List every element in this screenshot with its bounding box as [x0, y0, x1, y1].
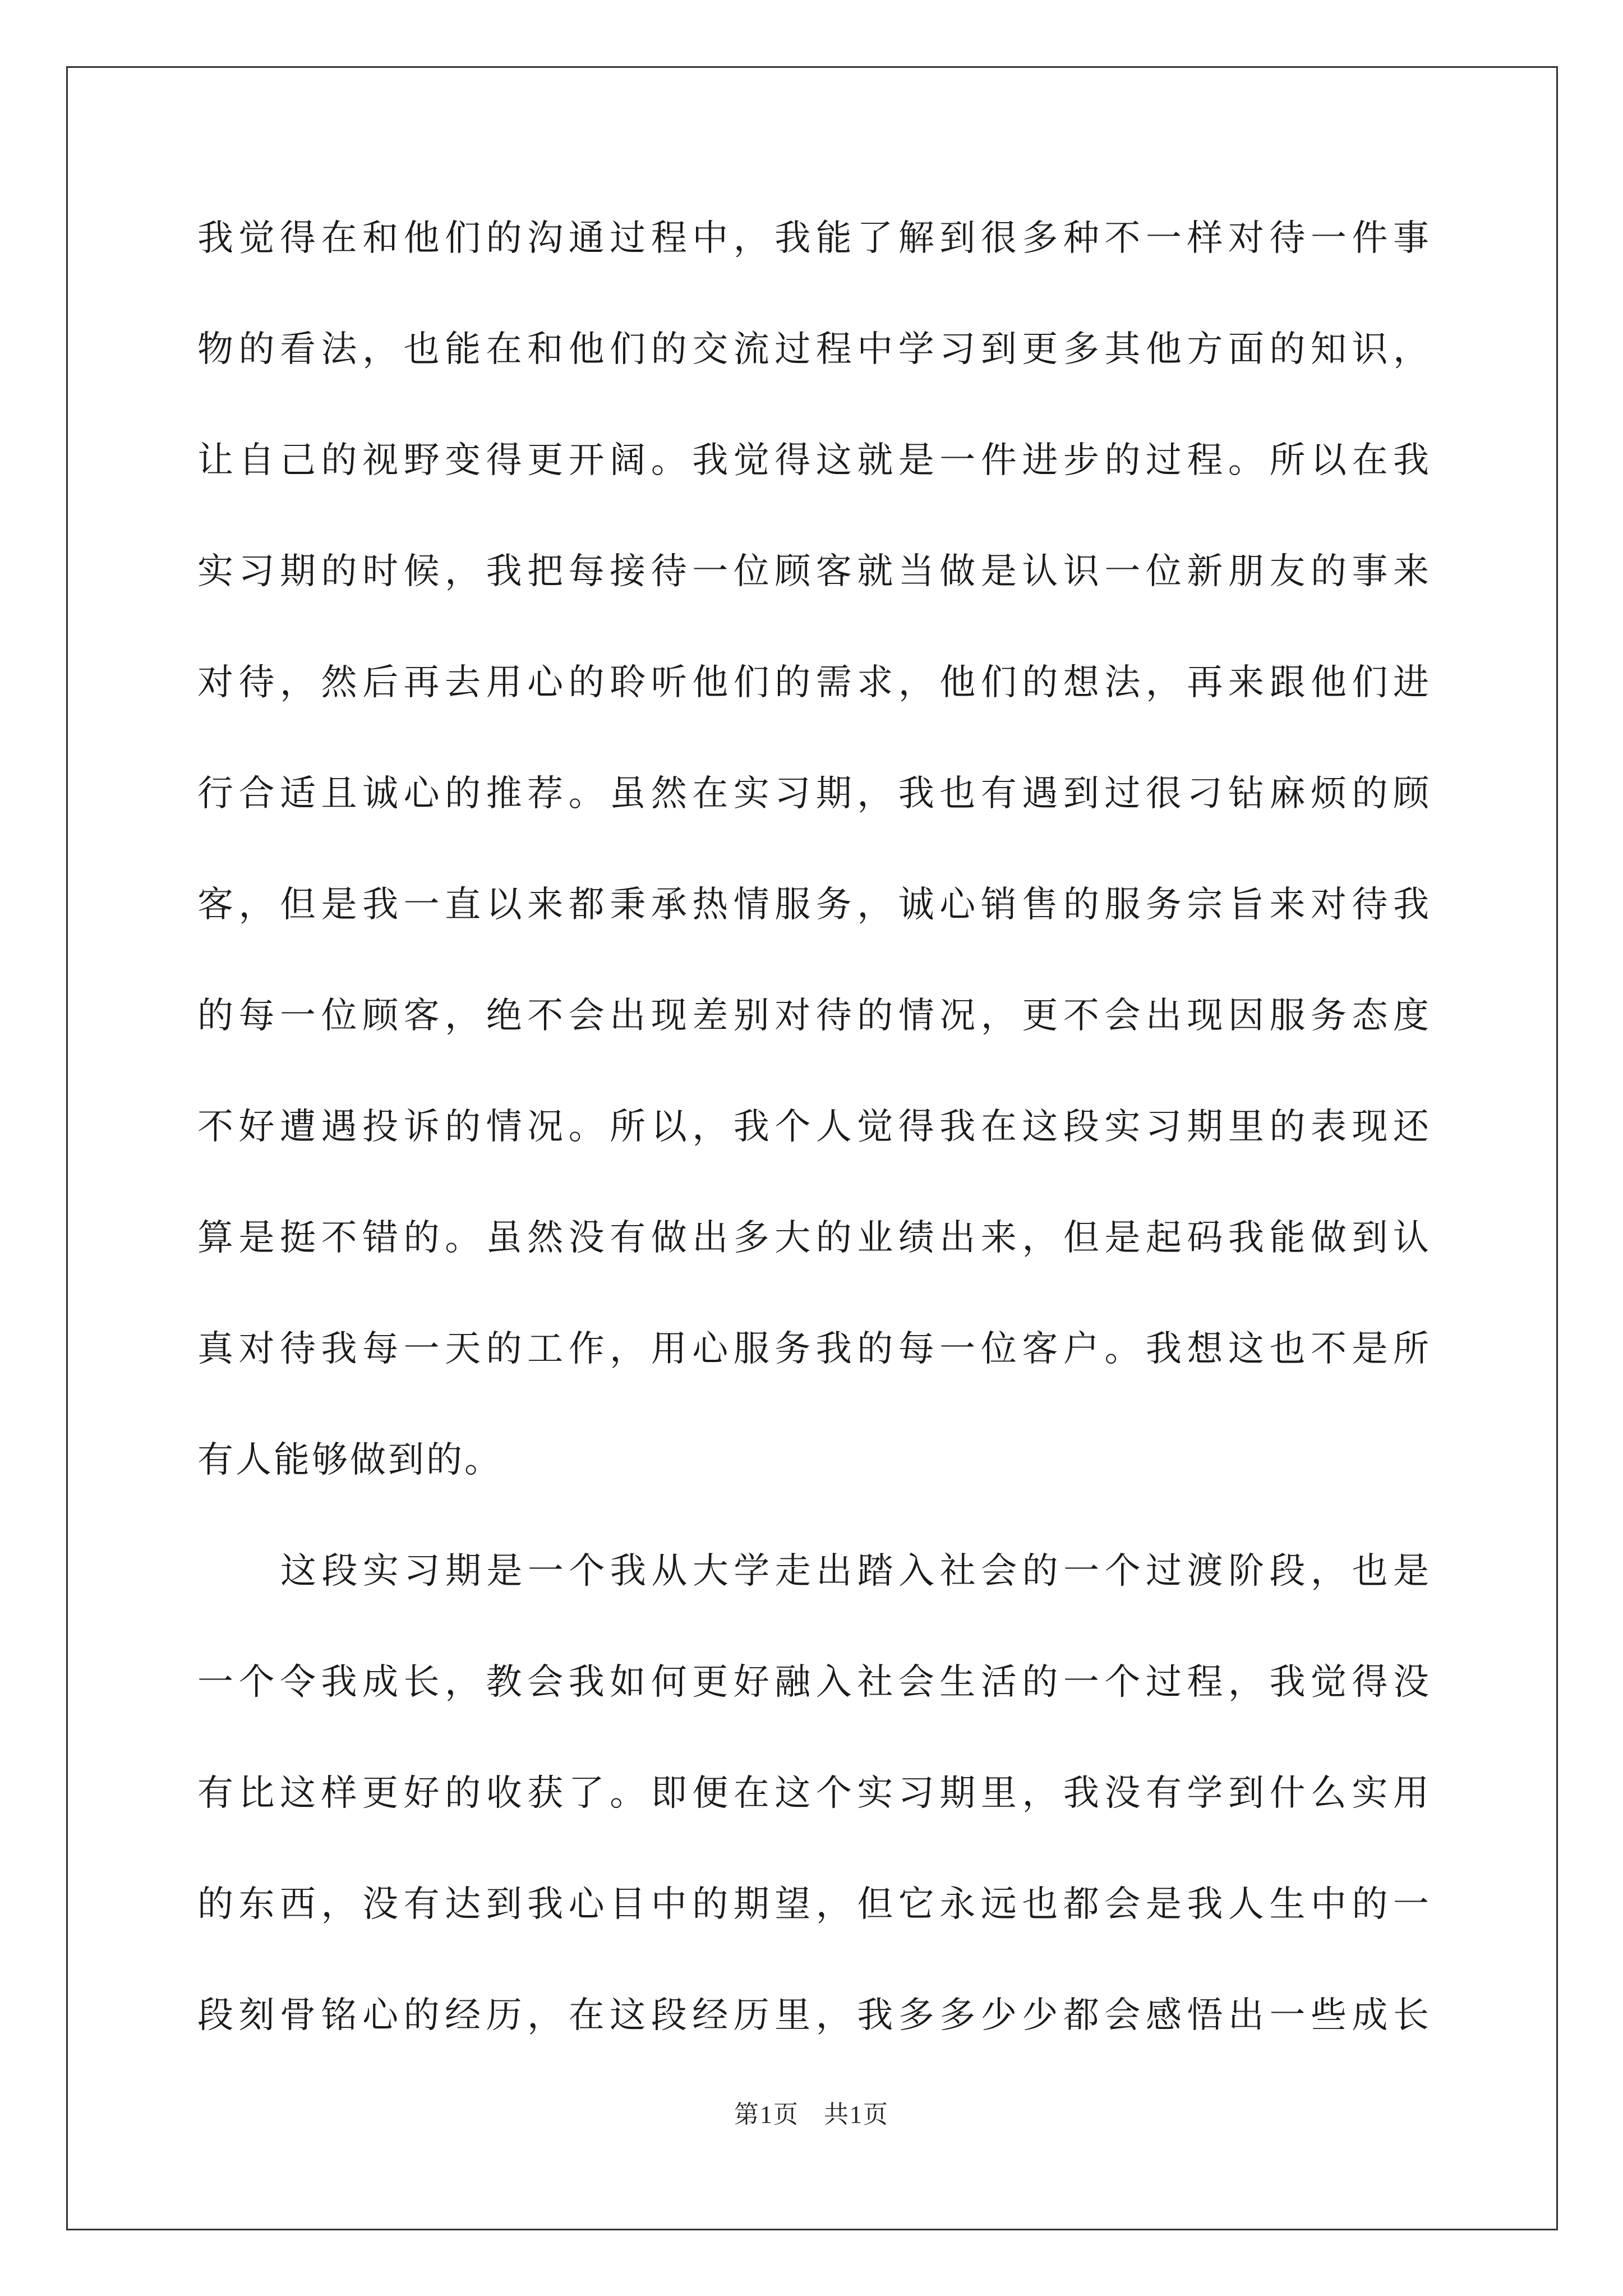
paragraph-end-line: 有人能够做到的。 — [197, 1439, 502, 1481]
page-footer — [0, 2098, 1623, 2132]
text-line: 算是挺不错的。虽然没有做出多大的业绩出来，但是起码我能做到认 — [197, 1217, 1431, 1259]
text-line: 真对待我每一天的工作，用心服务我的每一位客户。我想这也不是所 — [197, 1328, 1431, 1370]
paragraph-first-line: 这段实习期是一个我从大学走出踏入社会的一个过渡阶段，也是 — [280, 1550, 1431, 1592]
text-line: 的东西，没有达到我心目中的期望，但它永远也都会是我人生中的一 — [197, 1884, 1431, 1925]
document-body — [197, 213, 1431, 2101]
text-line: 对待，然后再去用心的聆听他们的需求，他们的想法，再来跟他们进 — [197, 662, 1431, 703]
text-line: 实习期的时候，我把每接待一位顾客就当做是认识一位新朋友的事来 — [197, 551, 1431, 592]
text-line: 段刻骨铭心的经历，在这段经历里，我多多少少都会感悟出一些成长 — [197, 1995, 1431, 2036]
text-line: 行合适且诚心的推荐。虽然在实习期，我也有遇到过很刁钻麻烦的顾 — [197, 773, 1431, 815]
text-line: 不好遭遇投诉的情况。所以，我个人觉得我在这段实习期里的表现还 — [197, 1106, 1431, 1148]
text-line: 一个令我成长，教会我如何更好融入社会生活的一个过程，我觉得没 — [197, 1662, 1431, 1703]
text-line: 物的看法，也能在和他们的交流过程中学习到更多其他方面的知识， — [197, 329, 1431, 370]
text-line: 的每一位顾客，绝不会出现差别对待的情况，更不会出现因服务态度 — [197, 995, 1431, 1037]
text-line: 客，但是我一直以来都秉承热情服务，诚心销售的服务宗旨来对待我 — [197, 884, 1431, 926]
text-line: 让自己的视野变得更开阔。我觉得这就是一件进步的过程。所以在我 — [197, 440, 1431, 481]
page-total: 共1页 — [824, 2101, 889, 2128]
text-line: 有比这样更好的收获了。即便在这个实习期里，我没有学到什么实用 — [197, 1773, 1431, 1814]
text-line: 我觉得在和他们的沟通过程中，我能了解到很多种不一样对待一件事 — [197, 218, 1431, 259]
page-number: 第1页 — [734, 2101, 799, 2128]
